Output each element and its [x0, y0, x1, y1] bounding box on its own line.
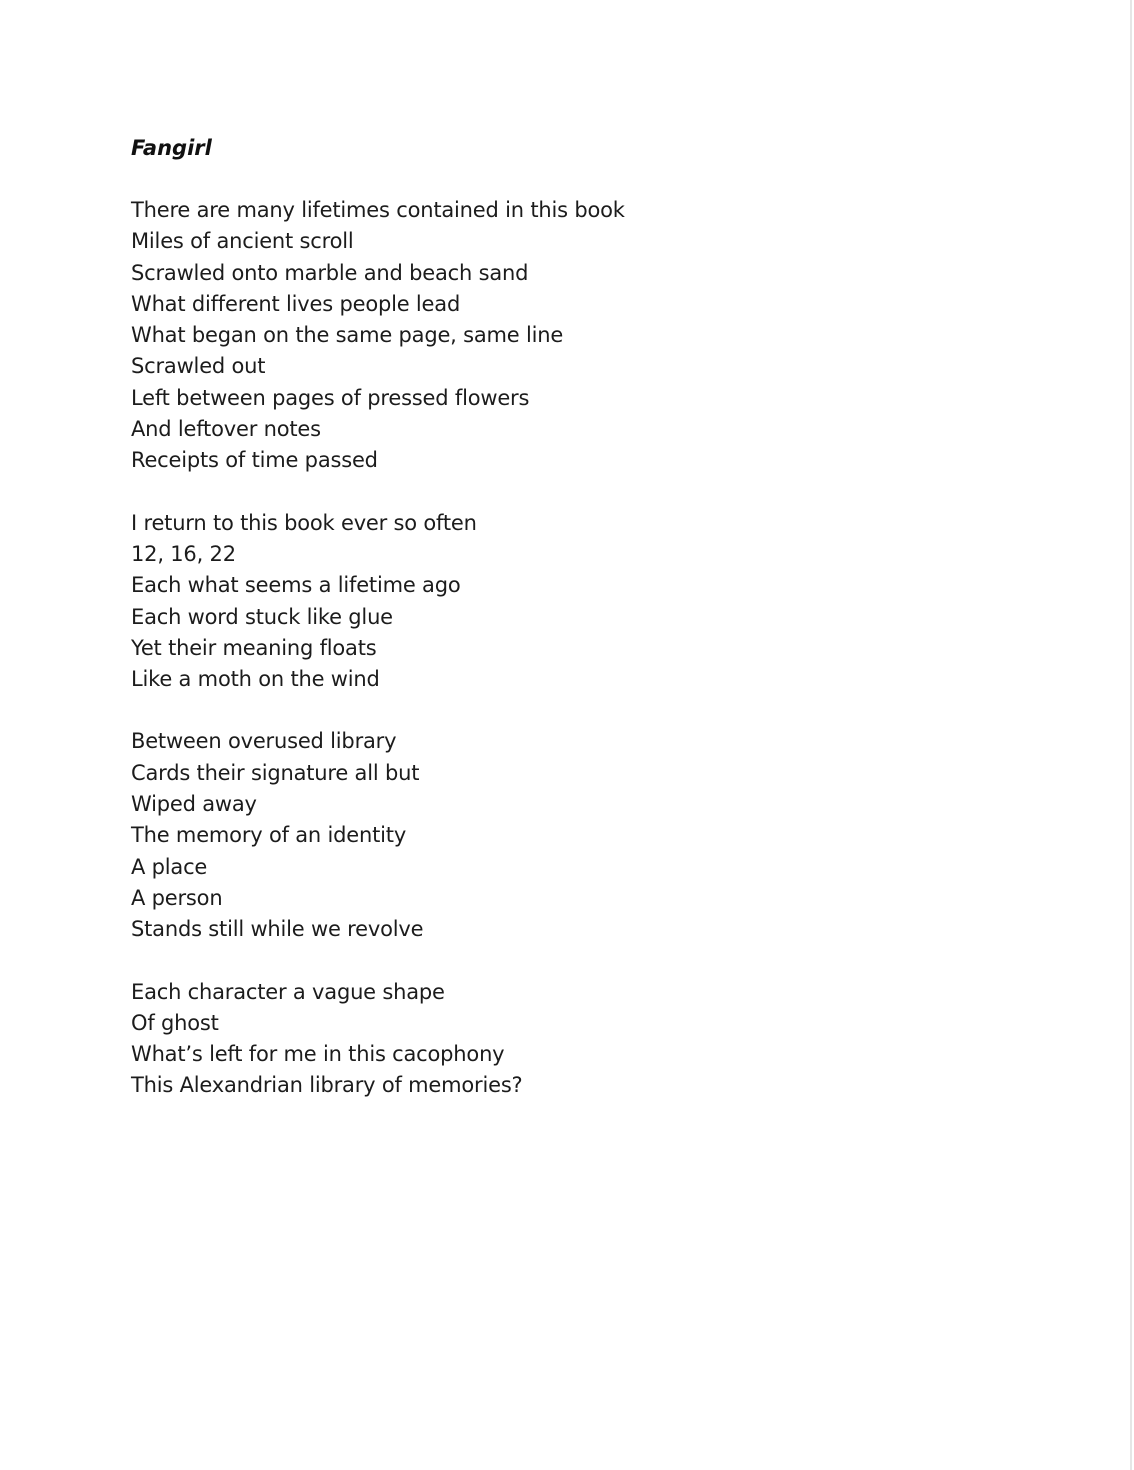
poem-line: Of ghost — [131, 1010, 219, 1035]
poem-line: Yet their meaning floats — [131, 635, 377, 660]
poem-line: Like a moth on the wind — [131, 667, 380, 692]
poem-line: Between overused library — [131, 729, 397, 754]
stanza-4 — [131, 977, 1031, 1102]
poem-line: And leftover notes — [131, 417, 321, 442]
poem-line: What began on the same page, same line — [131, 323, 564, 348]
poem-line: Stands still while we revolve — [131, 917, 424, 942]
poem-line: 12, 16, 22 — [131, 541, 236, 566]
poem-line: Cards their signature all but — [131, 760, 420, 785]
poem-line: I return to this book ever so often — [131, 510, 477, 535]
stanza-1 — [131, 195, 1031, 477]
poem-line: Wiped away — [131, 792, 257, 817]
poem-line: Each word stuck like glue — [131, 604, 393, 629]
poem-line: There are many lifetimes contained in this book — [131, 198, 625, 222]
poem-title: Fangirl — [131, 136, 212, 160]
stanza-3 — [131, 726, 1031, 945]
poem-line: Receipts of time passed — [131, 448, 378, 473]
poem-line: A place — [131, 854, 208, 879]
poem-line: Scrawled onto marble and beach sand — [131, 260, 529, 285]
poem-line: This Alexandrian library of memories? — [131, 1073, 523, 1098]
poem-line: The memory of an identity — [131, 823, 407, 848]
poem-line: Each character a vague shape — [131, 979, 445, 1004]
poem-line: What different lives people lead — [131, 291, 461, 316]
poem-line: Each what seems a lifetime ago — [131, 573, 461, 598]
poem — [131, 133, 1031, 1133]
poem-line: Left between pages of pressed flowers — [131, 385, 530, 410]
poem-line: What’s left for me in this cacophony — [131, 1042, 505, 1067]
stanza-2 — [131, 508, 1031, 696]
poem-line: A person — [131, 885, 223, 910]
poem-line: Miles of ancient scroll — [131, 229, 354, 254]
poem-line: Scrawled out — [131, 354, 266, 379]
